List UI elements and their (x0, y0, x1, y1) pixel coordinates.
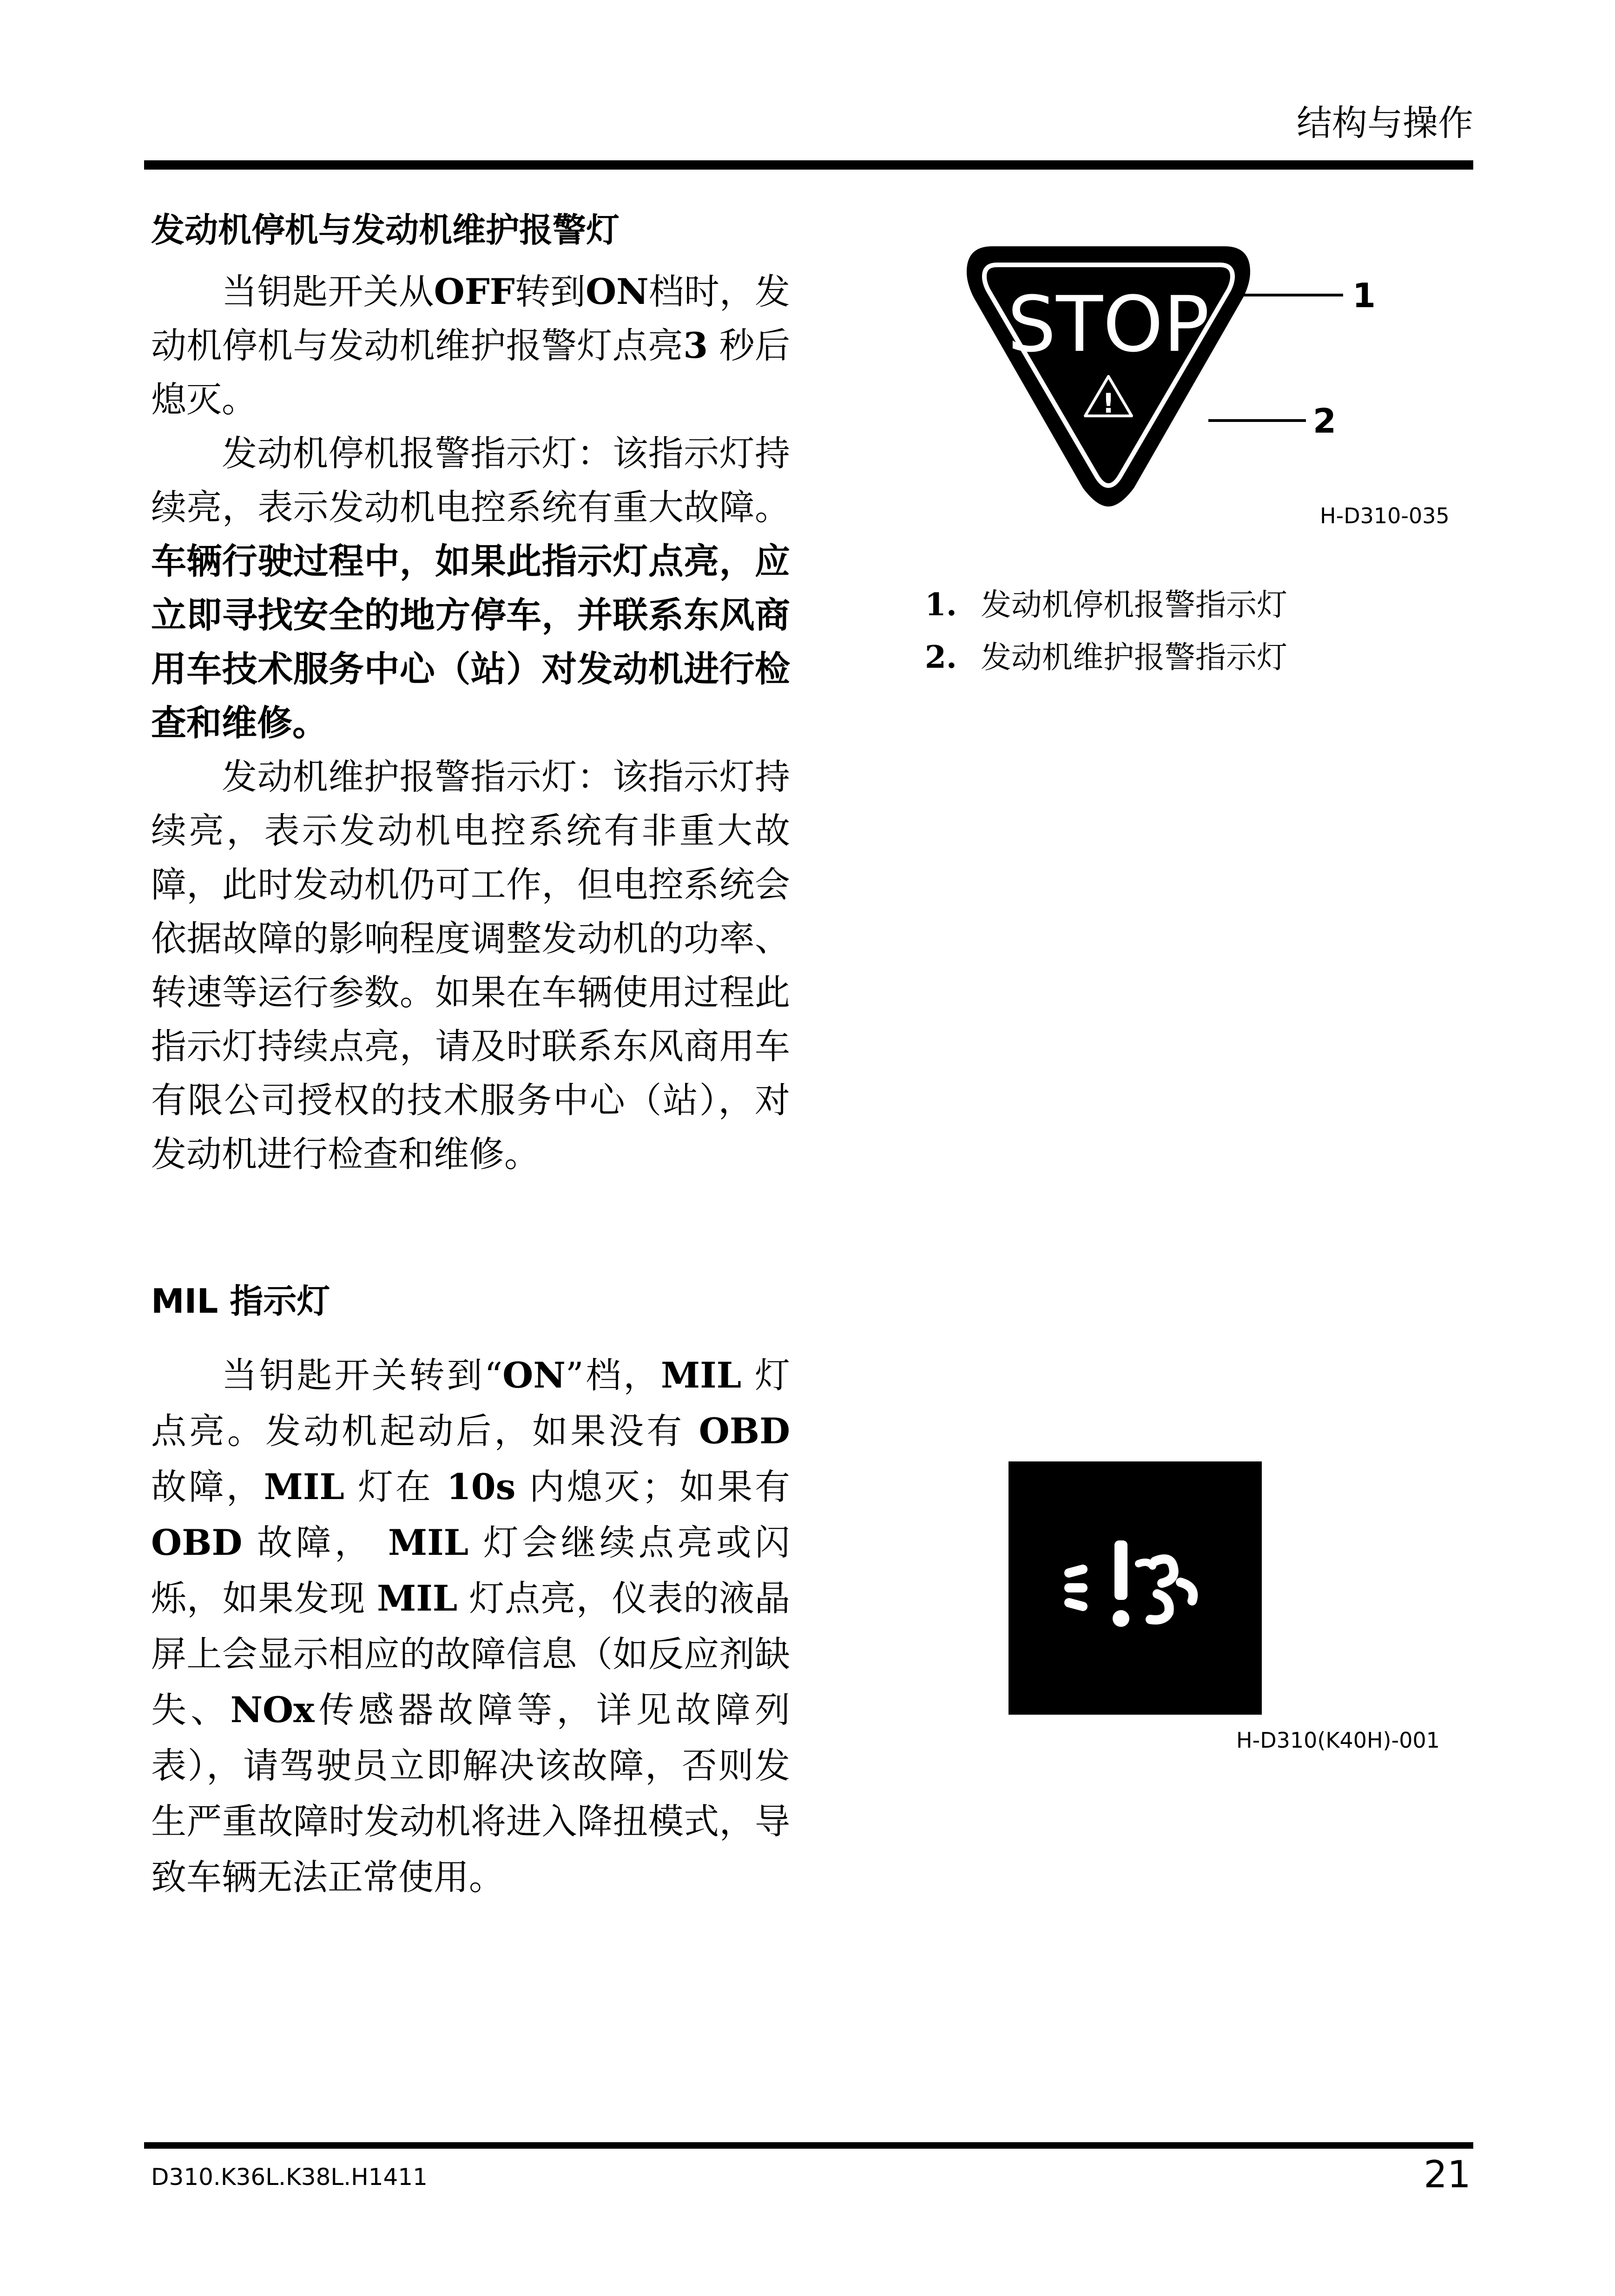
figure-mil-lamp (1009, 1461, 1262, 1715)
figure-code: H-D310-035 (1320, 503, 1450, 528)
figure-caption-list (925, 579, 1459, 684)
caption-item: 1. 发动机停机报警指示灯 (925, 586, 1287, 623)
stop-label: STOP (1007, 280, 1210, 369)
warning-exclamation: ! (1102, 388, 1115, 419)
section-mil (151, 1276, 790, 1905)
figure-stop-lamp (948, 228, 1473, 553)
header-section-title: 结构与操作 (1297, 102, 1473, 144)
figure-code: H-D310(K40H)-001 (1236, 1728, 1440, 1753)
page-number: 21 (1424, 2153, 1471, 2196)
section-heading: MIL 指示灯 (151, 1282, 330, 1321)
paragraph-key-switch: 当钥匙开关从OFF转到ON档时，发动机停机与发动机维护报警灯点亮3 秒后熄灭。 (151, 271, 791, 420)
paragraph-mil: 当钥匙开关转到“ON”档，MIL 灯点亮。发动机起动后，如果没有 OBD 故障，MIL 灯在 10s 内熄灭；如果有 OBD 故障， MIL 灯会继续点亮或闪烁，如果发现 MIL 灯点亮，仪表的液晶屏上会显示相应的故障信息（如反应剂缺失、NOx传感器故障等，详见故障列表），请驾驶员立即解决该故障，否则发生严重故障时发动机将进入降扭模式，导致车辆无法正常使用。 (151, 1355, 791, 1898)
callout-1: 1 (1352, 276, 1376, 315)
engine-malfunction-icon (1009, 1461, 1262, 1715)
stop-lamp-warning: 车辆行驶过程中，如果此指示灯点亮，应立即寻找安全的地方停车，并联系东风商用车技术服务中心（站）对发动机进行检查和维修。 (151, 540, 790, 743)
footer-rule (144, 2142, 1473, 2149)
footer-doc-code: D310.K36L.K38L.H1411 (151, 2164, 428, 2191)
section-engine-stop (151, 204, 790, 1181)
caption-item: 2. 发动机维护报警指示灯 (925, 639, 1287, 675)
callout-2: 2 (1313, 401, 1337, 441)
section-heading: 发动机停机与发动机维护报警灯 (151, 211, 620, 250)
header-rule (144, 160, 1473, 170)
paragraph-stop-lamp: 发动机停机报警指示灯：该指示灯持续亮，表示发动机电控系统有重大故障。车辆行驶过程中，如果此指示灯点亮，应立即寻找安全的地方停车，并联系东风商用车技术服务中心（站）对发动机进行检查和维修。 (151, 433, 790, 743)
paragraph-maintenance-lamp: 发动机维护报警指示灯：该指示灯持续亮，表示发动机电控系统有非重大故障，此时发动机仍可工作，但电控系统会依据故障的影响程度调整发动机的功率、转速等运行参数。如果在车辆使用过程此指示灯持续点亮，请及时联系东风商用车有限公司授权的技术服务中心（站），对发动机进行检查和维修。 (151, 756, 790, 1175)
stop-lamp-icon (948, 228, 1473, 516)
